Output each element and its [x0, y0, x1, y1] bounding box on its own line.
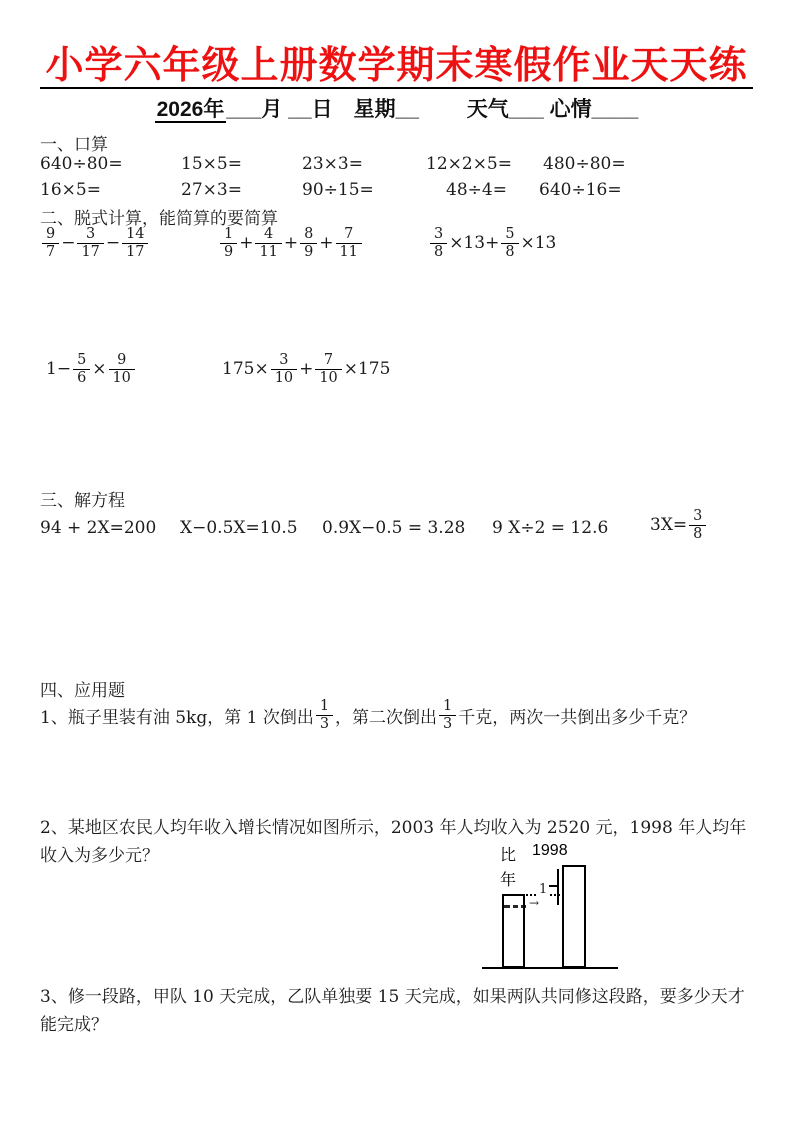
oral-problem: 90÷15=: [302, 180, 374, 200]
expression-text: 0.9X−0.5 = 3.28: [322, 518, 466, 538]
title-divider: [40, 87, 753, 89]
fraction: $\frac{7}{10}$: [315, 352, 341, 386]
fraction: 1 3: [439, 698, 456, 732]
equation-1: [40, 518, 156, 538]
income-growth-figure: [480, 838, 750, 978]
clipped-text-artifact: [521, 905, 526, 908]
application-problem-2: 2、某地区农民人均年收入增长情况如图所示，2003 年人均收入为 2520 元，1998 年人均年收入为多少元？: [40, 818, 747, 866]
oral-problem: 12×2×5=: [426, 154, 512, 174]
bracket-tick: [549, 885, 557, 887]
expression-text: +: [283, 233, 299, 254]
expression-text: +: [299, 359, 314, 380]
fraction: 1 9: [220, 226, 237, 260]
expression-text: ，第二次倒出: [335, 707, 438, 728]
expression-text: ×: [92, 359, 107, 380]
right-arrow-icon: →: [529, 896, 540, 910]
year-2003-bar: [562, 865, 586, 968]
equation-2: [180, 518, 298, 538]
expression-text: 3X=: [650, 515, 688, 536]
fraction: $\frac{3}{8}$: [689, 508, 706, 542]
stepcalc-expression-5: [222, 352, 390, 386]
application-problem-3: 3、修一段路，甲队 10 天完成，乙队单独要 15 天完成，如果两队共同修这段路，要多少天才能完成？: [40, 987, 745, 1035]
oral-problem: 640÷16=: [539, 180, 622, 200]
oral-problem: 16×5=: [40, 180, 101, 200]
figure-baseline: [482, 967, 618, 969]
expression-text: −: [105, 233, 121, 254]
fraction: $\frac{3}{17}$: [77, 226, 103, 260]
fraction: $\frac{3}{10}$: [271, 352, 297, 386]
figure-label-nian: 年: [500, 872, 517, 889]
oral-problem: 15×5=: [181, 154, 242, 174]
expression-text: ×13+: [449, 233, 500, 254]
oral-problem: 23×3=: [302, 154, 363, 174]
equation-5: [650, 508, 708, 542]
date-blanks: ___月 __日 星期__ 天气___ 心情____: [226, 98, 639, 121]
expression-text: 1−: [46, 359, 72, 380]
stepcalc-expression-4: [46, 352, 137, 386]
stepcalc-expression-3: [428, 226, 556, 260]
fraction: $\frac{8}{9}$: [300, 226, 317, 260]
increase-label: 1: [539, 882, 548, 897]
expression-text: ×13: [520, 233, 557, 254]
oral-problem: 480÷80=: [543, 154, 626, 174]
application-problem-1: [40, 698, 696, 732]
fraction: $\frac{3}{8}$: [430, 226, 447, 260]
bracket-mark: [557, 869, 559, 905]
figure-label-bi: 比: [500, 847, 517, 864]
section-heading-applications: 四、应用题: [40, 681, 125, 701]
clipped-text-artifact: [513, 905, 518, 908]
worksheet-title: 小学六年级上册数学期末寒假作业天天练: [45, 45, 748, 87]
fraction: $\frac{9}{10}$: [109, 352, 135, 386]
expression-text: X−0.5X=10.5: [180, 518, 298, 538]
expression-text: 1、瓶子里装有油 5kg，第 1 次倒出: [40, 707, 314, 728]
stepcalc-expression-2: [218, 226, 364, 260]
expression-text: 94 + 2X=200: [40, 518, 157, 538]
stepcalc-expression-1: [40, 226, 150, 260]
fraction: $\frac{7}{11}$: [336, 226, 362, 260]
oral-problem: 48÷4=: [446, 180, 507, 200]
clipped-text-artifact: [504, 905, 510, 908]
expression-text: 千克，两次一共倒出多少千克？: [458, 707, 697, 728]
fraction: $\frac{5}{6}$: [73, 352, 90, 386]
oral-problem: 27×3=: [181, 180, 242, 200]
equation-3: [322, 518, 465, 538]
expression-text: ×175: [343, 359, 391, 380]
expression-text: −: [61, 233, 76, 254]
figure-label-1998: 1998: [532, 842, 568, 859]
expression-text: +: [239, 233, 254, 254]
fraction: 1 3: [316, 698, 333, 732]
fraction: $\frac{5}{8}$: [501, 226, 518, 260]
expression-text: +: [319, 233, 334, 254]
date-line: [0, 93, 793, 123]
expression-text: 9 X÷2 = 12.6: [492, 518, 609, 538]
equation-4: [492, 518, 608, 538]
fraction: $\frac{4}{11}$: [255, 226, 281, 260]
date-year: 2026年: [156, 98, 225, 121]
fraction: 9 7: [42, 226, 59, 260]
expression-text: 175×: [222, 359, 269, 380]
fraction: $\frac{14}{17}$: [122, 226, 148, 260]
oral-problem: 640÷80=: [40, 154, 123, 174]
section-heading-equations: 三、解方程: [40, 491, 125, 511]
section-heading-stepcalc: 二、脱式计算，能简算的要简算: [40, 209, 278, 229]
section-heading-oral: 一、口算: [40, 135, 108, 155]
